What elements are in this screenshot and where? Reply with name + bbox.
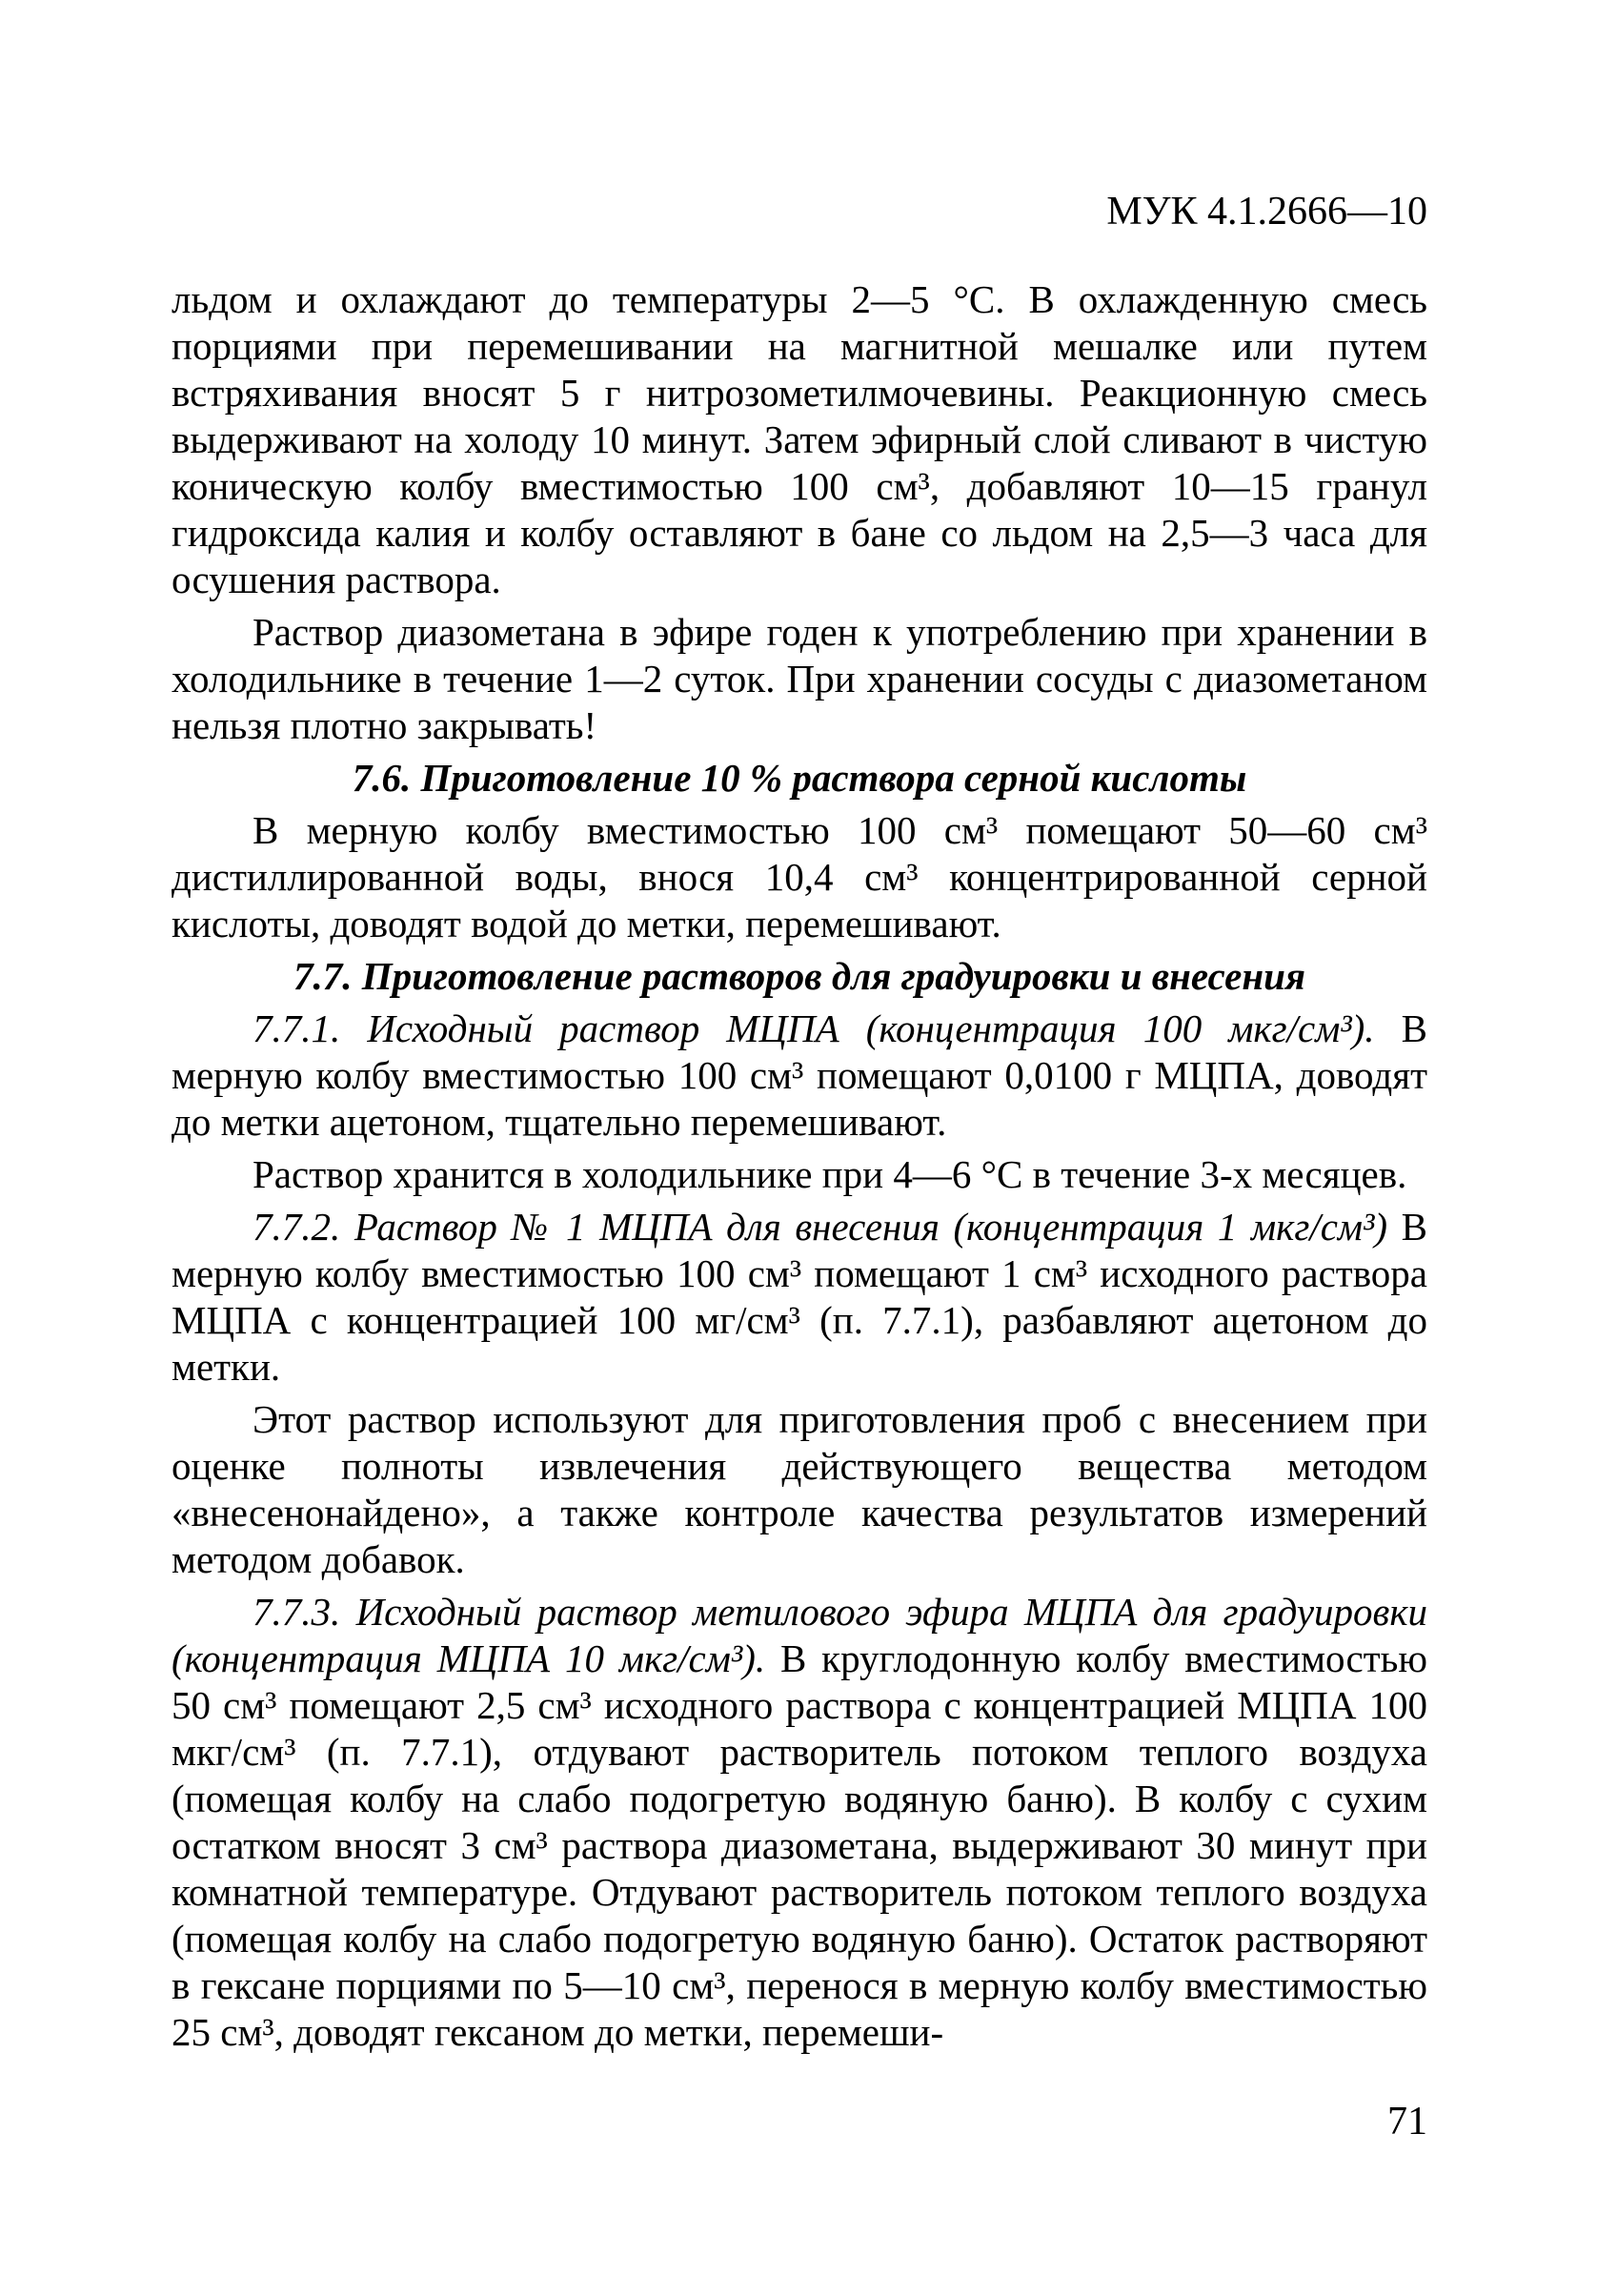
paragraph-solution-usage: Этот раствор используют для приготовления проб с внесением при оценке полноты извлечения действующего вещества методом «внесенонайдено», а также контроле качества результатов измерений методом добавок. — [172, 1397, 1427, 1581]
subsection-title-7-7-3: 7.7.3. Исходный раствор метилового эфира МЦПА для градуировки (концентрация МЦПА 10 мкг/см³). — [172, 1590, 1427, 1680]
document-code-header: МУК 4.1.2666—10 — [1106, 190, 1427, 234]
subsection-body-7-7-2: В мерную колбу вместимостью 100 см³ помещают 1 см³ исходного раствора МЦПА с концентрацией 100 мг/см³ (п. 7.7.1), разбавляют ацетоном до метки. — [172, 1205, 1427, 1389]
paragraph-7-7-1 — [172, 1006, 1427, 1146]
section-heading-7-6: 7.6. Приготовление 10 % раствора серной кислоты — [352, 756, 1247, 800]
page-number: 71 — [1387, 2100, 1427, 2144]
document-body — [172, 276, 1427, 2062]
paragraph-7-7-3 — [172, 1589, 1427, 2056]
section-heading-7-7: 7.7. Приготовление растворов для градуировки и внесения — [293, 954, 1306, 998]
paragraph-diazomethane-storage: Раствор диазометана в эфире годен к употреблению при хранении в холодильнике в течение 1—2 суток. При хранении сосуды с диазометаном нельзя плотно закрывать! — [172, 610, 1427, 747]
paragraph-cooling: льдом и охлаждают до температуры 2—5 °С. В охлажденную смесь порциями при перемешивании на магнитной мешалке или путем встряхивания вносят 5 г нитрозометилмочевины. Реакционную смесь выдерживают на холоду 10 минут. Затем эфирный слой сливают в чистую коническую колбу вместимостью 100 см³, добавляют 10—15 гранул гидроксида калия и колбу оставляют в бане со льдом на 2,5—3 часа для осушения раствора. — [172, 277, 1427, 601]
paragraph-storage-conditions: Раствор хранится в холодильнике при 4—6 °С в течение 3-х месяцев. — [253, 1152, 1407, 1196]
subsection-title-7-7-1: 7.7.1. Исходный раствор МЦПА (концентрация 100 мкг/см³). — [253, 1006, 1375, 1050]
subsection-title-7-7-2: 7.7.2. Раствор № 1 МЦПА для внесения (концентрация 1 мкг/см³) — [253, 1205, 1388, 1249]
subsection-body-7-7-3: В круглодонную колбу вместимостью 50 см³ помещают 2,5 см³ исходного раствора с концентрацией МЦПА 100 мкг/см³ (п. 7.7.1), отдувают растворитель потоком теплого воздуха (помещая колбу на слабо подогретую водяную баню). В колбу с сухим остатком вносят 3 см³ раствора диазометана, выдерживают 30 минут при комнатной температуре. Отдувают растворитель потоком теплого воздуха (помещая колбу на слабо подогретую водяную баню). Остаток растворяют в гексане порциями по 5—10 см³, перенося в мерную колбу вместимостью 25 см³, доводят гексаном до метки, перемеши- — [172, 1636, 1427, 2054]
paragraph-sulfuric-acid: В мерную колбу вместимостью 100 см³ помещают 50—60 см³ дистиллированной воды, внося 10,4 см³ концентрированной серной кислоты, доводят водой до метки, перемешивают. — [172, 808, 1427, 945]
paragraph-7-7-2 — [172, 1204, 1427, 1391]
subsection-body-7-7-1: В мерную колбу вместимостью 100 см³ помещают 0,0100 г МЦПА, доводят до метки ацетоном, тщательно перемешивают. — [172, 1006, 1427, 1144]
